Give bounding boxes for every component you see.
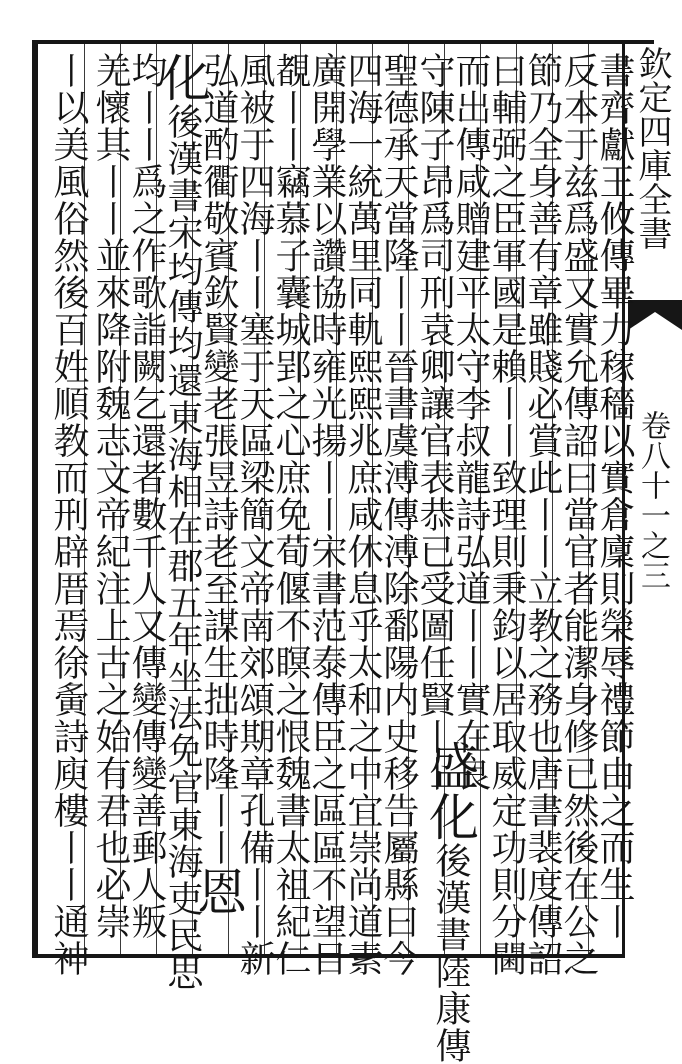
column-text: 曰輔弼之臣軍國是賴丨丨致理則秉鈞以居取威定功則分閫 <box>486 52 527 977</box>
frame-left-border <box>32 40 38 958</box>
text-column <box>44 52 92 977</box>
column-text: 聖德承天當隆丨丨晉書虞溥傳溥除鄱陽内史移告屬縣曰今 <box>378 52 419 977</box>
column-text: 弘道酌衢敬賓欽賢變老張昱詩老至謀生拙時隆丨丨 <box>198 52 239 866</box>
column-text: 後漢書宋均傳均還東海相在郡五年坐法免官東海吏民思 <box>162 103 203 991</box>
column-text: 風被于四海丨丨塞于天區梁簡文帝南郊頌期章孔備丨丨新 <box>234 52 275 977</box>
column-text: 覩丨丨竊慕子囊城郢之心庶免荀偃不瞑之恨魏書太祖紀仁 <box>270 52 311 977</box>
column-text: 羌懷其丨丨並來降附魏志文帝紀注上古之始有君也必崇 <box>90 52 131 940</box>
column-text: 書齊獻王攸傳畢力稼穡以實倉廩則榮辱禮節由之而生丨 <box>594 52 635 940</box>
frame-top-border <box>32 40 654 44</box>
column-text: 而出傳咸贈建平太守李叔龍詩弘道丨丨實在良 <box>450 52 491 792</box>
column-text: 廣開學業以讚協時雍光揚丨丨宋書范泰傳臣之區區不望目 <box>306 52 347 977</box>
margin-book-title: 欽定四庫全書 <box>632 46 672 250</box>
headword: 化 <box>153 52 211 103</box>
text-column <box>86 52 134 950</box>
column-text: 丨以美風俗然後百姓順教而刑辟厝焉徐夤詩庾樓丨丨通神 <box>48 52 89 977</box>
column-text: 守陳子昂爲司刑袁卿讓官表恭已受圖任賢丨丨 <box>414 52 455 792</box>
column-text: 節乃全身善有章雖賤必賞此丨丨立教之務也唐書裴度傳詔 <box>522 52 563 977</box>
column-text: 均丨丨爲之作歌詣闕乞還者數千人又傳變傳變善郵人叛 <box>126 52 167 940</box>
column-text: 四海一統萬里同軌熙熙兆庶咸休息乎太和之中宜崇尚道素 <box>342 52 383 977</box>
column-text: 反本于兹爲盛又實允傳詔曰當官者能潔身修已然後在公之 <box>558 52 599 977</box>
headword: 盛化 <box>421 740 479 842</box>
column-text: 後漢書陸康傳 <box>430 842 471 1064</box>
margin-volume-label: 卷八十一之三 <box>635 410 670 590</box>
headword: 恩 <box>189 866 247 917</box>
